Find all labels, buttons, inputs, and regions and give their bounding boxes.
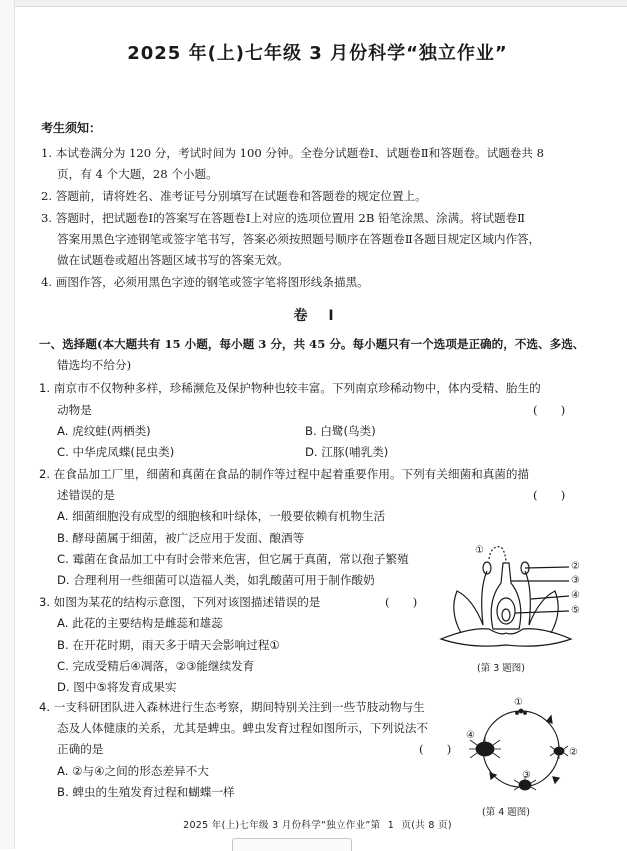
egg-icon (516, 712, 519, 715)
q3-option-b: B. 在开花时期，雨天多于晴天会影响过程① (57, 638, 280, 652)
ovule-shape (502, 609, 510, 621)
tick-label-3: ③ (522, 770, 531, 781)
q1-option-a: A. 虎纹蛙(两栖类) (57, 424, 151, 438)
page-footer (15, 817, 620, 831)
page-title: 2025 年(上)七年级 3 月份科学“独立作业” (127, 43, 508, 64)
q4-figure-caption: (第 4 题图) (482, 807, 530, 818)
flower-label-4: ④ (571, 590, 580, 601)
flower-label-3: ③ (571, 575, 580, 586)
notice-line: 1. 本试卷满分为 120 分，考试时间为 100 分钟。全卷分试题卷Ⅰ、试题卷Ⅱ和答题卷。试题卷共 8 (41, 146, 545, 160)
section-intro (39, 336, 584, 352)
footer-page-number: 1 (387, 820, 395, 831)
q2-stem: 2. 在食品加工厂里，细菌和真菌在食品的制作等过程中起着重要作用。下列有关细菌和真菌的描 (39, 467, 530, 481)
q2-option-d: D. 合理利用一些细菌可以造福人类，如乳酸菌可用于制作酸奶 (57, 573, 375, 587)
notice-line: 4. 画图作答，必须用黑色字迹的钢笔或签字笔将图形线条描黑。 (41, 275, 369, 289)
q2-option-b: B. 酵母菌属于细菌，被广泛应用于发面、酿酒等 (57, 531, 305, 545)
q1-stem-cont: 动物是 (57, 403, 92, 417)
egg-icon (524, 712, 527, 715)
stamen-right (525, 571, 530, 625)
cycle-arrow-3 (490, 773, 496, 779)
leader-5 (515, 611, 569, 613)
q3-option-d: D. 图中⑤将发育成果实 (57, 680, 177, 694)
section-title: 卷 Ⅰ (293, 308, 342, 324)
q4-stem-cont2: 正确的是 (57, 742, 104, 756)
q4-answer-paren: ( ) (419, 742, 452, 756)
footer-left: 2025 年(上)七年级 3 月份科学“独立作业”第 (183, 820, 381, 831)
notice-line: 答案用黑色字迹钢笔或签字笔书写，答案必须按照题号顺序在答题卷Ⅱ各题目规定区域内作答， (57, 232, 541, 246)
exam-page (15, 7, 620, 847)
q4-option-a: A. ②与④之间的形态差异不大 (57, 764, 209, 778)
footer-right: 页(共 8 页) (401, 820, 452, 831)
q3-option-a: A. 此花的主要结构是雌蕊和雄蕊 (57, 616, 223, 630)
tick-label-4: ④ (466, 730, 475, 741)
viewer-left-gutter (0, 0, 15, 849)
q1-answer-paren: ( ) (533, 403, 566, 417)
flower-label-2: ② (571, 561, 580, 572)
notice-line: 做在试题卷或超出答题区域书写的答案无效。 (57, 253, 289, 267)
q1-option-d: D. 江豚(哺乳类) (305, 445, 389, 459)
leader-2 (525, 567, 569, 568)
larva-icon (550, 746, 568, 759)
q2-option-a: A. 细菌细胞没有成型的细胞核和叶绿体，一般要依赖有机物生活 (57, 509, 386, 523)
q4-option-b: B. 蜱虫的生殖发育过程和蝴蝶一样 (57, 785, 235, 799)
ovary-shape (497, 598, 515, 624)
tick-label-2: ② (569, 747, 578, 758)
notice-line: 2. 答题前，请将姓名、准考证号分别填写在试题卷和答题卷的规定位置上。 (41, 189, 427, 203)
viewer-top-bar (0, 0, 627, 7)
notice-line: 3. 答题时，把试题卷Ⅰ的答案写在答题卷Ⅰ上对应的选项位置用 2B 铅笔涂黑、涂满。将试题卷Ⅱ (41, 211, 526, 225)
stamen-left (482, 571, 487, 625)
section-intro-text: 一、选择题(本大题共有 15 小题，每小题 3 分，共 45 分。每小题只有一个选项是正确的，不选、多选、 (39, 337, 585, 351)
pollination-arrow (489, 547, 506, 561)
notice-heading: 考生须知： (41, 121, 102, 135)
q3-option-c: C. 完成受精后④凋落，②③能继续发育 (57, 659, 255, 673)
leader-4 (531, 596, 569, 599)
q3-answer-paren: ( ) (385, 595, 418, 609)
q1-option-b: B. 白鹭(鸟类) (305, 424, 376, 438)
cycle-arrow-2 (553, 777, 559, 783)
notice-line: 页，有 4 个大题，28 个小题。 (57, 167, 218, 181)
tick-label-1: ① (514, 697, 523, 708)
section-intro-cont: 错选均不给分) (57, 358, 132, 372)
pistil-shape (491, 563, 521, 629)
tick-lifecycle-diagram (461, 697, 581, 807)
flower-diagram (431, 541, 581, 661)
q1-option-c: C. 中华虎凤蝶(昆虫类) (57, 445, 175, 459)
flower-label-1: ① (475, 545, 484, 556)
q4-stem-cont: 态及人体健康的关系，尤其是蜱虫。蜱虫发育过程如图所示，下列说法不 (57, 721, 429, 735)
egg-icon (519, 709, 523, 713)
q2-option-c: C. 霉菌在食品加工中有时会带来危害，但它属于真菌，常以孢子繁殖 (57, 552, 409, 566)
q2-stem-cont: 述错误的是 (57, 488, 115, 502)
q3-figure-caption: (第 3 题图) (477, 663, 525, 674)
flower-label-5: ⑤ (571, 605, 580, 616)
q4-stem: 4. 一支科研团队进入森林进行生态考察，期间特别关注到一些节肢动物与生 (39, 700, 425, 714)
q2-answer-paren: ( ) (533, 488, 566, 502)
q1-stem: 1. 南京市不仅物种多样，珍稀濒危及保护物种也较丰富。下列南京珍稀动物中，体内受精、胎生的 (39, 381, 541, 395)
petal-left (454, 591, 483, 633)
page-navigation-bar[interactable] (232, 838, 352, 851)
q3-stem: 3. 如图为某花的结构示意图，下列对该图描述错误的是 (39, 595, 321, 609)
